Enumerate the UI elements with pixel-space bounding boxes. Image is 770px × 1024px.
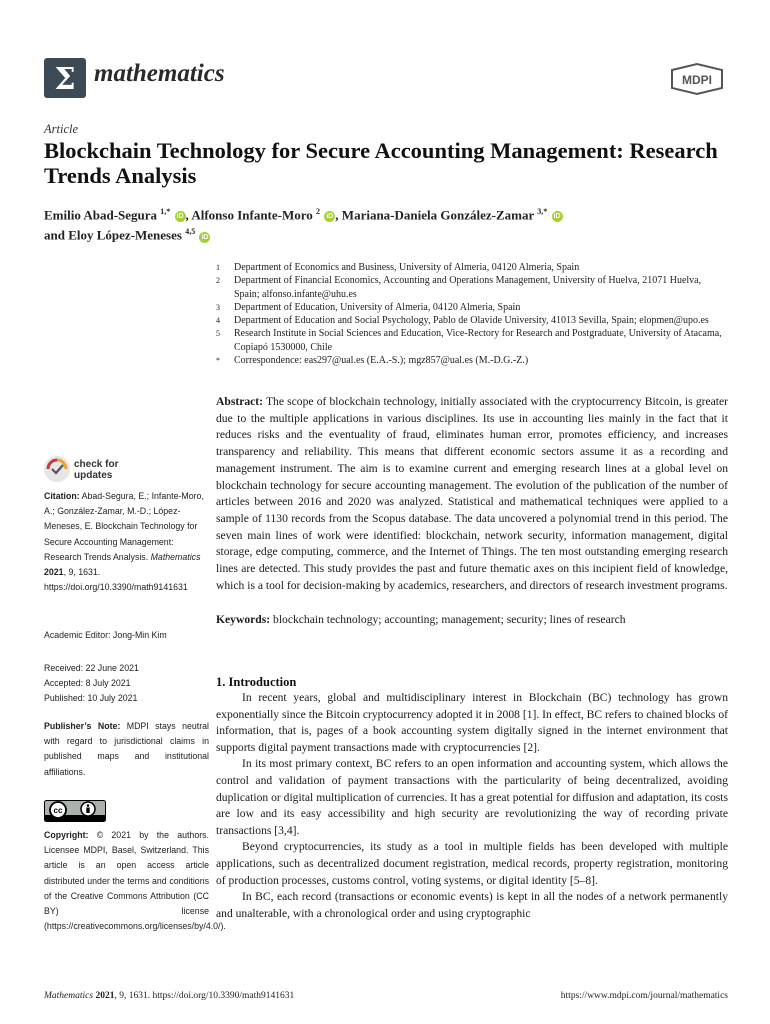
affiliation-item: 5 Research Institute in Social Sciences and Education, Vice-Rectory for Research and Postgraduate, University of Atacama, Copiapó 1530000, Chile: [216, 328, 722, 353]
journal-logo-icon: [44, 58, 86, 98]
orcid-icon[interactable]: iD: [176, 213, 184, 221]
journal-name: mathematics: [94, 60, 225, 87]
copyright-text: © 2021 by the authors. Licensee MDPI, Basel, Switzerland. This article is an open access article distributed under the terms and conditions of the Creative Commons Attribution (CC BY) license (https://creativecommons.org/licenses/by/4.0/).: [44, 830, 226, 932]
affiliation-item: 3 Department of Education, University of Almeria, 04120 Almeria, Spain: [216, 301, 521, 313]
author-affiliation-sup: 4,5: [185, 227, 196, 237]
affiliation-item: 2 Department of Financial Economics, Accounting and Operations Management, University of Huelva, 21071 Huelva, Spain; alfonso.infante@uhu.es: [216, 275, 702, 300]
citation: [44, 489, 204, 595]
copyright: [44, 828, 226, 934]
abstract-label: Abstract:: [216, 395, 264, 408]
abstract: [216, 394, 728, 594]
footer-year: 2021: [95, 991, 115, 1001]
article-type: Article: [44, 122, 79, 136]
orcid-icon[interactable]: iD: [326, 213, 334, 221]
copyright-label: Copyright:: [44, 830, 89, 840]
publication-dates: [44, 661, 209, 707]
affiliation-item: 4 Department of Education and Social Psychology, Pablo de Olavide University, 41013 Sevilla, Spain; elopmen@upo.es: [216, 315, 709, 327]
svg-text:Σ: Σ: [54, 62, 76, 97]
svg-text:cc: cc: [53, 806, 63, 815]
paragraph: In BC, each record (transactions or economic events) is kept in all the nodes of a network permanently and unalterable, with a chronological order and using cryptographic: [216, 890, 728, 920]
footer-journal: Mathematics: [44, 991, 94, 1001]
correspondence: * Correspondence: eas297@ual.es (E.A.-S.); mgz857@ual.es (M.-D.G.-Z.): [216, 355, 529, 367]
keywords-label: Keywords:: [216, 613, 271, 626]
publisher-note-text: MDPI stays neutral with regard to jurisdictional claims in published maps and institutional affiliations.: [44, 721, 210, 777]
footer-journal-url[interactable]: https://www.mdpi.com/journal/mathematics: [560, 991, 728, 1001]
received-date: Received: 22 June 2021: [44, 663, 139, 673]
author-name[interactable]: Emilio Abad-Segura: [44, 207, 158, 223]
paragraph: In recent years, global and multidisciplinary interest in Blockchain (BC) technology has grown exponentially since the Bitcoin cryptocurrency adopted it in 2008 [1]. In effect, BC refers to chained blocks of information, that is, pages of a book accounting system digitally signed in the internet environment that supports digital payment transactions made with cryptocurrencies [2].: [216, 691, 729, 754]
abstract-text: The scope of blockchain technology, initially associated with the cryptocurrency Bitcoin, is greater due to the multiple applications in various disciplines. Its use in accounting lies mainly in the fact that it reduces risks and the eventuality of fraud, eliminates human error, promotes efficiency, and increases transparency and reliability. This means that different economic sectors assume it as a recording and management instrument. The aim is to examine current and emerging research lines at a global level on blockchain technology for secure accounting management. The evolution of the publication of the number of articles between 2016 and 2020 was analyzed. Statistical and mathematical techniques were applied to a sample of 1130 records from the Scopus database. The data uncovered a polynomial trend in this period. The seven main lines of work were identified: blockchain, network security, information management, digital storage, edge computing, commerce, and the Internet of Things. The ten most outstanding emerging research lines are detected. This study provides the past and future thematic axes on this incipient field of knowledge, which is a tool for decision-making by academics, researchers, and directors of research investment programs.: [216, 395, 728, 592]
author-name[interactable]: Alfonso Infante-Moro: [191, 207, 313, 223]
accepted-date: Accepted: 8 July 2021: [44, 678, 131, 689]
keywords-text: blockchain technology; accounting; management; security; lines of research: [273, 613, 626, 626]
paragraph: Beyond cryptocurrencies, its study as a tool in multiple fields has been developed with multiple applications, such as decentralized document registration, medical records, property registration, monitoring of production processes, customs control, voting systems, or digital identity [5–8].: [216, 840, 728, 887]
author-affiliation-sup: 1,*: [160, 207, 171, 216]
orcid-icon[interactable]: iD: [201, 233, 209, 241]
author-affiliation-sup: 2: [316, 207, 321, 216]
author-name[interactable]: Mariana-Daniela González-Zamar: [341, 207, 534, 223]
author-affiliation-sup: 3,*: [537, 207, 548, 216]
publisher-note-label: Publisher’s Note:: [44, 721, 121, 731]
introduction-body: [216, 690, 728, 922]
section-heading-introduction: 1. Introduction: [216, 675, 297, 689]
author-list: Emilio Abad-Segura $^{1,*}$ iD , Alfonso Infante-Moro $^2$ iD , Mariana-Daniela González-Zamar $^{3,*}$ iD and Eloy López-Meneses $^{4,5}$ iD: [44, 207, 561, 243]
publisher-note: [44, 719, 209, 780]
check-updates-line1: check for: [74, 459, 119, 470]
orcid-icon[interactable]: iD: [553, 213, 561, 221]
affiliation-item: 1 Department of Economics and Business, University of Almeria, 04120 Almeria, Spain: [216, 262, 580, 273]
citation-journal: Mathematics: [150, 551, 201, 562]
check-updates-icon: [44, 456, 70, 482]
paragraph: In its most primary context, BC refers to an open information and accounting system, which allows the control and validation of payment transactions with the particularity of being decentralized, avoiding duplication or digital multiplication of currencies. It has a great potential for diffusion and adaptation, its costs are low and its easy accessibility and high security are revolutionizing the way of recording private transactions [3,4].: [216, 757, 728, 837]
keywords: [216, 612, 728, 628]
mdpi-logo-icon: [666, 62, 728, 96]
published-date: Published: 10 July 2021: [44, 693, 138, 704]
mdpi-logo-text: MDPI: [682, 73, 712, 87]
footer-doi[interactable]: , 9, 1631. https://doi.org/10.3390/math9141631: [114, 991, 295, 1001]
article-title: Blockchain Technology for Secure Accounting Management: Research Trends Analysis: [44, 138, 718, 188]
citation-label: Citation:: [44, 491, 80, 501]
academic-editor: Academic Editor: Jong-Min Kim: [44, 630, 167, 640]
affiliations: [216, 261, 728, 367]
citation-year: 2021: [44, 567, 64, 578]
cc-by-license-icon[interactable]: [44, 800, 106, 822]
citation-doi[interactable]: , 9, 1631. https://doi.org/10.3390/math9141631: [44, 567, 188, 593]
author-name[interactable]: Eloy López-Meneses: [68, 227, 182, 243]
footer-citation: [44, 991, 294, 1001]
check-updates-line2: updates: [74, 470, 113, 481]
citation-text: Abad-Segura, E.; Infante-Moro, A.; González-Zamar, M.-D.; López-Meneses, E. Blockchain Technology for Secure Accounting Management: Research Trends Analysis.: [44, 491, 204, 562]
check-for-updates-button[interactable]: [44, 456, 144, 486]
